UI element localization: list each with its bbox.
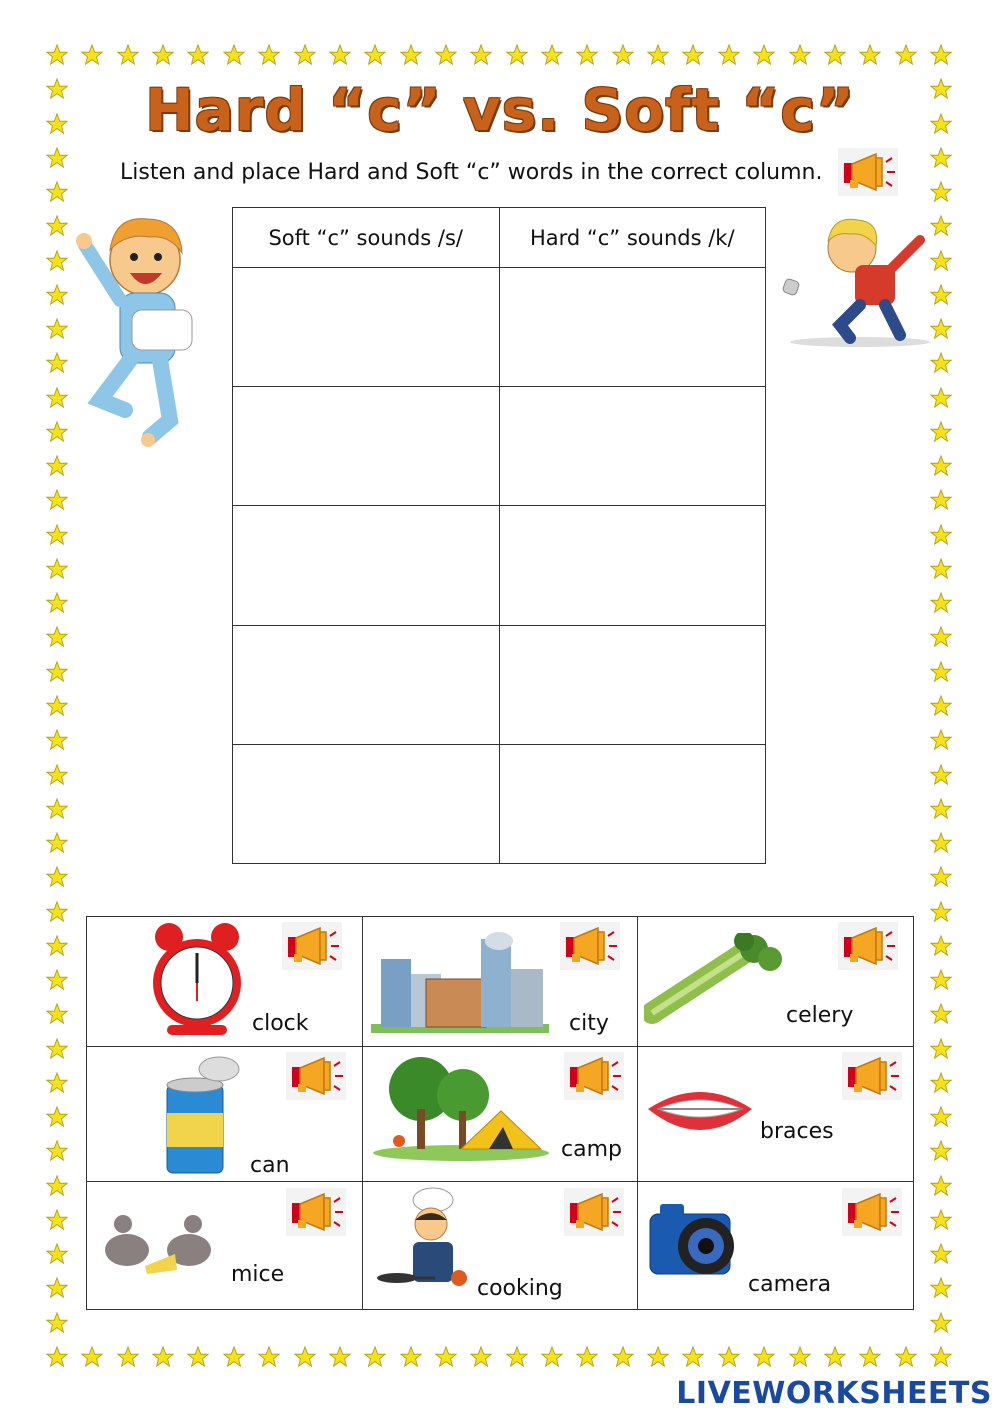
star-icon: [46, 729, 68, 751]
star-icon: [895, 1346, 917, 1368]
word-label: camera: [748, 1272, 832, 1297]
star-icon: [930, 764, 952, 786]
star-icon: [46, 1140, 68, 1162]
star-icon: [294, 44, 316, 66]
star-icon: [930, 215, 952, 237]
speaker-icon[interactable]: [564, 1188, 624, 1236]
boy-jumping-illustration: [70, 205, 210, 450]
star-icon: [46, 284, 68, 306]
drop-cell[interactable]: [233, 506, 500, 625]
star-icon: [859, 44, 881, 66]
camera-icon: [646, 1194, 750, 1280]
speaker-icon[interactable]: [842, 1188, 902, 1236]
word-label: mice: [231, 1262, 285, 1287]
drop-cell[interactable]: [233, 625, 500, 744]
star-icon: [930, 421, 952, 443]
drop-cell[interactable]: [499, 387, 766, 506]
star-icon: [930, 524, 952, 546]
star-icon: [46, 695, 68, 717]
star-icon: [400, 44, 422, 66]
star-icon: [46, 969, 68, 991]
word-label: can: [250, 1153, 290, 1178]
star-icon: [930, 832, 952, 854]
star-icon: [612, 44, 634, 66]
speaker-icon[interactable]: [286, 1052, 346, 1100]
star-icon: [81, 44, 103, 66]
star-icon: [930, 1072, 952, 1094]
star-icon: [46, 558, 68, 580]
word-card-grid: [86, 916, 914, 1310]
star-icon: [930, 866, 952, 888]
star-icon: [46, 798, 68, 820]
star-icon: [223, 1346, 245, 1368]
star-icon: [930, 1209, 952, 1231]
instructions-text: Listen and place Hard and Soft “c” words in the correct column.: [120, 160, 823, 185]
star-icon: [46, 1106, 68, 1128]
sorting-table: [232, 207, 766, 864]
table-row: [233, 268, 766, 387]
star-icon: [46, 215, 68, 237]
star-icon: [682, 1346, 704, 1368]
star-icon: [435, 44, 457, 66]
star-icon: [930, 798, 952, 820]
star-icon: [930, 592, 952, 614]
chef-cooking-icon: [375, 1186, 475, 1296]
table-row: [233, 387, 766, 506]
star-icon: [187, 1346, 209, 1368]
star-icon: [718, 1346, 740, 1368]
star-icon: [46, 352, 68, 374]
drop-cell[interactable]: [499, 268, 766, 387]
star-icon: [541, 1346, 563, 1368]
star-icon: [930, 626, 952, 648]
speaker-icon[interactable]: [838, 148, 898, 196]
star-icon: [46, 181, 68, 203]
star-icon: [329, 44, 351, 66]
star-icon: [46, 1243, 68, 1265]
star-icon: [930, 181, 952, 203]
alarm-clock-icon: [147, 921, 247, 1037]
star-icon: [46, 44, 68, 66]
star-icon: [329, 1346, 351, 1368]
star-icon: [46, 935, 68, 957]
speaker-icon[interactable]: [564, 1052, 624, 1100]
star-icon: [930, 455, 952, 477]
star-icon: [46, 661, 68, 683]
star-icon: [930, 44, 952, 66]
star-icon: [930, 1277, 952, 1299]
star-icon: [46, 1003, 68, 1025]
drop-cell[interactable]: [233, 387, 500, 506]
star-icon: [46, 1277, 68, 1299]
word-label: clock: [252, 1011, 309, 1036]
star-icon: [930, 318, 952, 340]
boy-throwing-illustration: [780, 210, 930, 350]
star-icon: [152, 1346, 174, 1368]
table-row: [233, 625, 766, 744]
star-icon: [470, 44, 492, 66]
star-icon: [930, 352, 952, 374]
star-icon: [930, 1106, 952, 1128]
star-icon: [117, 44, 139, 66]
drop-cell[interactable]: [233, 744, 500, 863]
star-icon: [46, 524, 68, 546]
star-icon: [895, 44, 917, 66]
drop-cell[interactable]: [233, 268, 500, 387]
speaker-icon[interactable]: [282, 922, 342, 970]
star-icon: [46, 592, 68, 614]
star-icon: [46, 1175, 68, 1197]
star-icon: [753, 44, 775, 66]
word-label: celery: [786, 1003, 854, 1028]
star-icon: [435, 1346, 457, 1368]
star-icon: [930, 1038, 952, 1060]
star-icon: [576, 44, 598, 66]
page-title: Hard “c” vs. Soft “c”: [145, 76, 855, 144]
star-icon: [930, 1346, 952, 1368]
column-header-hard-c: Hard “c” sounds /k/: [499, 208, 766, 268]
star-icon: [400, 1346, 422, 1368]
star-icon: [859, 1346, 881, 1368]
star-icon: [81, 1346, 103, 1368]
star-icon: [930, 284, 952, 306]
star-icon: [647, 44, 669, 66]
star-icon: [753, 1346, 775, 1368]
star-icon: [364, 1346, 386, 1368]
star-icon: [824, 1346, 846, 1368]
speaker-icon[interactable]: [286, 1188, 346, 1236]
star-icon: [46, 901, 68, 923]
star-icon: [930, 1175, 952, 1197]
star-icon: [930, 1003, 952, 1025]
column-header-soft-c: Soft “c” sounds /s/: [233, 208, 500, 268]
star-icon: [364, 44, 386, 66]
star-icon: [930, 387, 952, 409]
table-row: [233, 506, 766, 625]
word-label: city: [569, 1011, 609, 1036]
star-icon: [930, 147, 952, 169]
word-label: camp: [561, 1137, 622, 1162]
smile-braces-icon: [644, 1081, 756, 1143]
star-icon: [46, 1312, 68, 1334]
star-icon: [824, 44, 846, 66]
city-buildings-icon: [371, 929, 549, 1033]
star-icon: [930, 1243, 952, 1265]
star-icon: [46, 626, 68, 648]
mice-icon: [97, 1208, 223, 1280]
star-icon: [930, 250, 952, 272]
star-icon: [718, 44, 740, 66]
star-icon: [541, 44, 563, 66]
star-icon: [46, 455, 68, 477]
star-icon: [46, 421, 68, 443]
star-icon: [258, 44, 280, 66]
star-icon: [470, 1346, 492, 1368]
campsite-icon: [371, 1049, 553, 1161]
star-icon: [930, 901, 952, 923]
star-icon: [46, 1346, 68, 1368]
star-icon: [506, 44, 528, 66]
star-icon: [46, 147, 68, 169]
star-icon: [187, 44, 209, 66]
liveworksheets-logo: LIVEWORKSHEETS: [676, 1376, 992, 1411]
star-icon: [930, 1312, 952, 1334]
star-icon: [46, 387, 68, 409]
star-icon: [930, 969, 952, 991]
drop-cell[interactable]: [499, 744, 766, 863]
star-icon: [647, 1346, 669, 1368]
star-icon: [46, 489, 68, 511]
celery-icon: [644, 933, 784, 1025]
drop-cell[interactable]: [499, 625, 766, 744]
star-icon: [930, 489, 952, 511]
star-icon: [223, 44, 245, 66]
star-icon: [152, 44, 174, 66]
star-icon: [930, 935, 952, 957]
word-label: cooking: [477, 1276, 563, 1301]
table-row: [233, 744, 766, 863]
star-icon: [789, 44, 811, 66]
star-icon: [117, 1346, 139, 1368]
table-header-row: [233, 208, 766, 268]
star-icon: [46, 1038, 68, 1060]
star-icon: [46, 318, 68, 340]
tin-can-icon: [163, 1053, 245, 1177]
speaker-icon[interactable]: [560, 922, 620, 970]
word-label: braces: [760, 1119, 834, 1144]
star-icon: [46, 1209, 68, 1231]
star-icon: [258, 1346, 280, 1368]
star-icon: [612, 1346, 634, 1368]
star-icon: [294, 1346, 316, 1368]
star-icon: [789, 1346, 811, 1368]
star-icon: [576, 1346, 598, 1368]
star-icon: [46, 832, 68, 854]
drop-cell[interactable]: [499, 506, 766, 625]
speaker-icon[interactable]: [842, 1052, 902, 1100]
star-icon: [930, 661, 952, 683]
star-icon: [46, 250, 68, 272]
star-icon: [46, 764, 68, 786]
speaker-icon[interactable]: [838, 922, 898, 970]
star-icon: [46, 1072, 68, 1094]
star-icon: [930, 558, 952, 580]
star-icon: [930, 695, 952, 717]
star-icon: [930, 729, 952, 751]
star-icon: [46, 866, 68, 888]
star-icon: [506, 1346, 528, 1368]
star-icon: [930, 1140, 952, 1162]
star-icon: [682, 44, 704, 66]
